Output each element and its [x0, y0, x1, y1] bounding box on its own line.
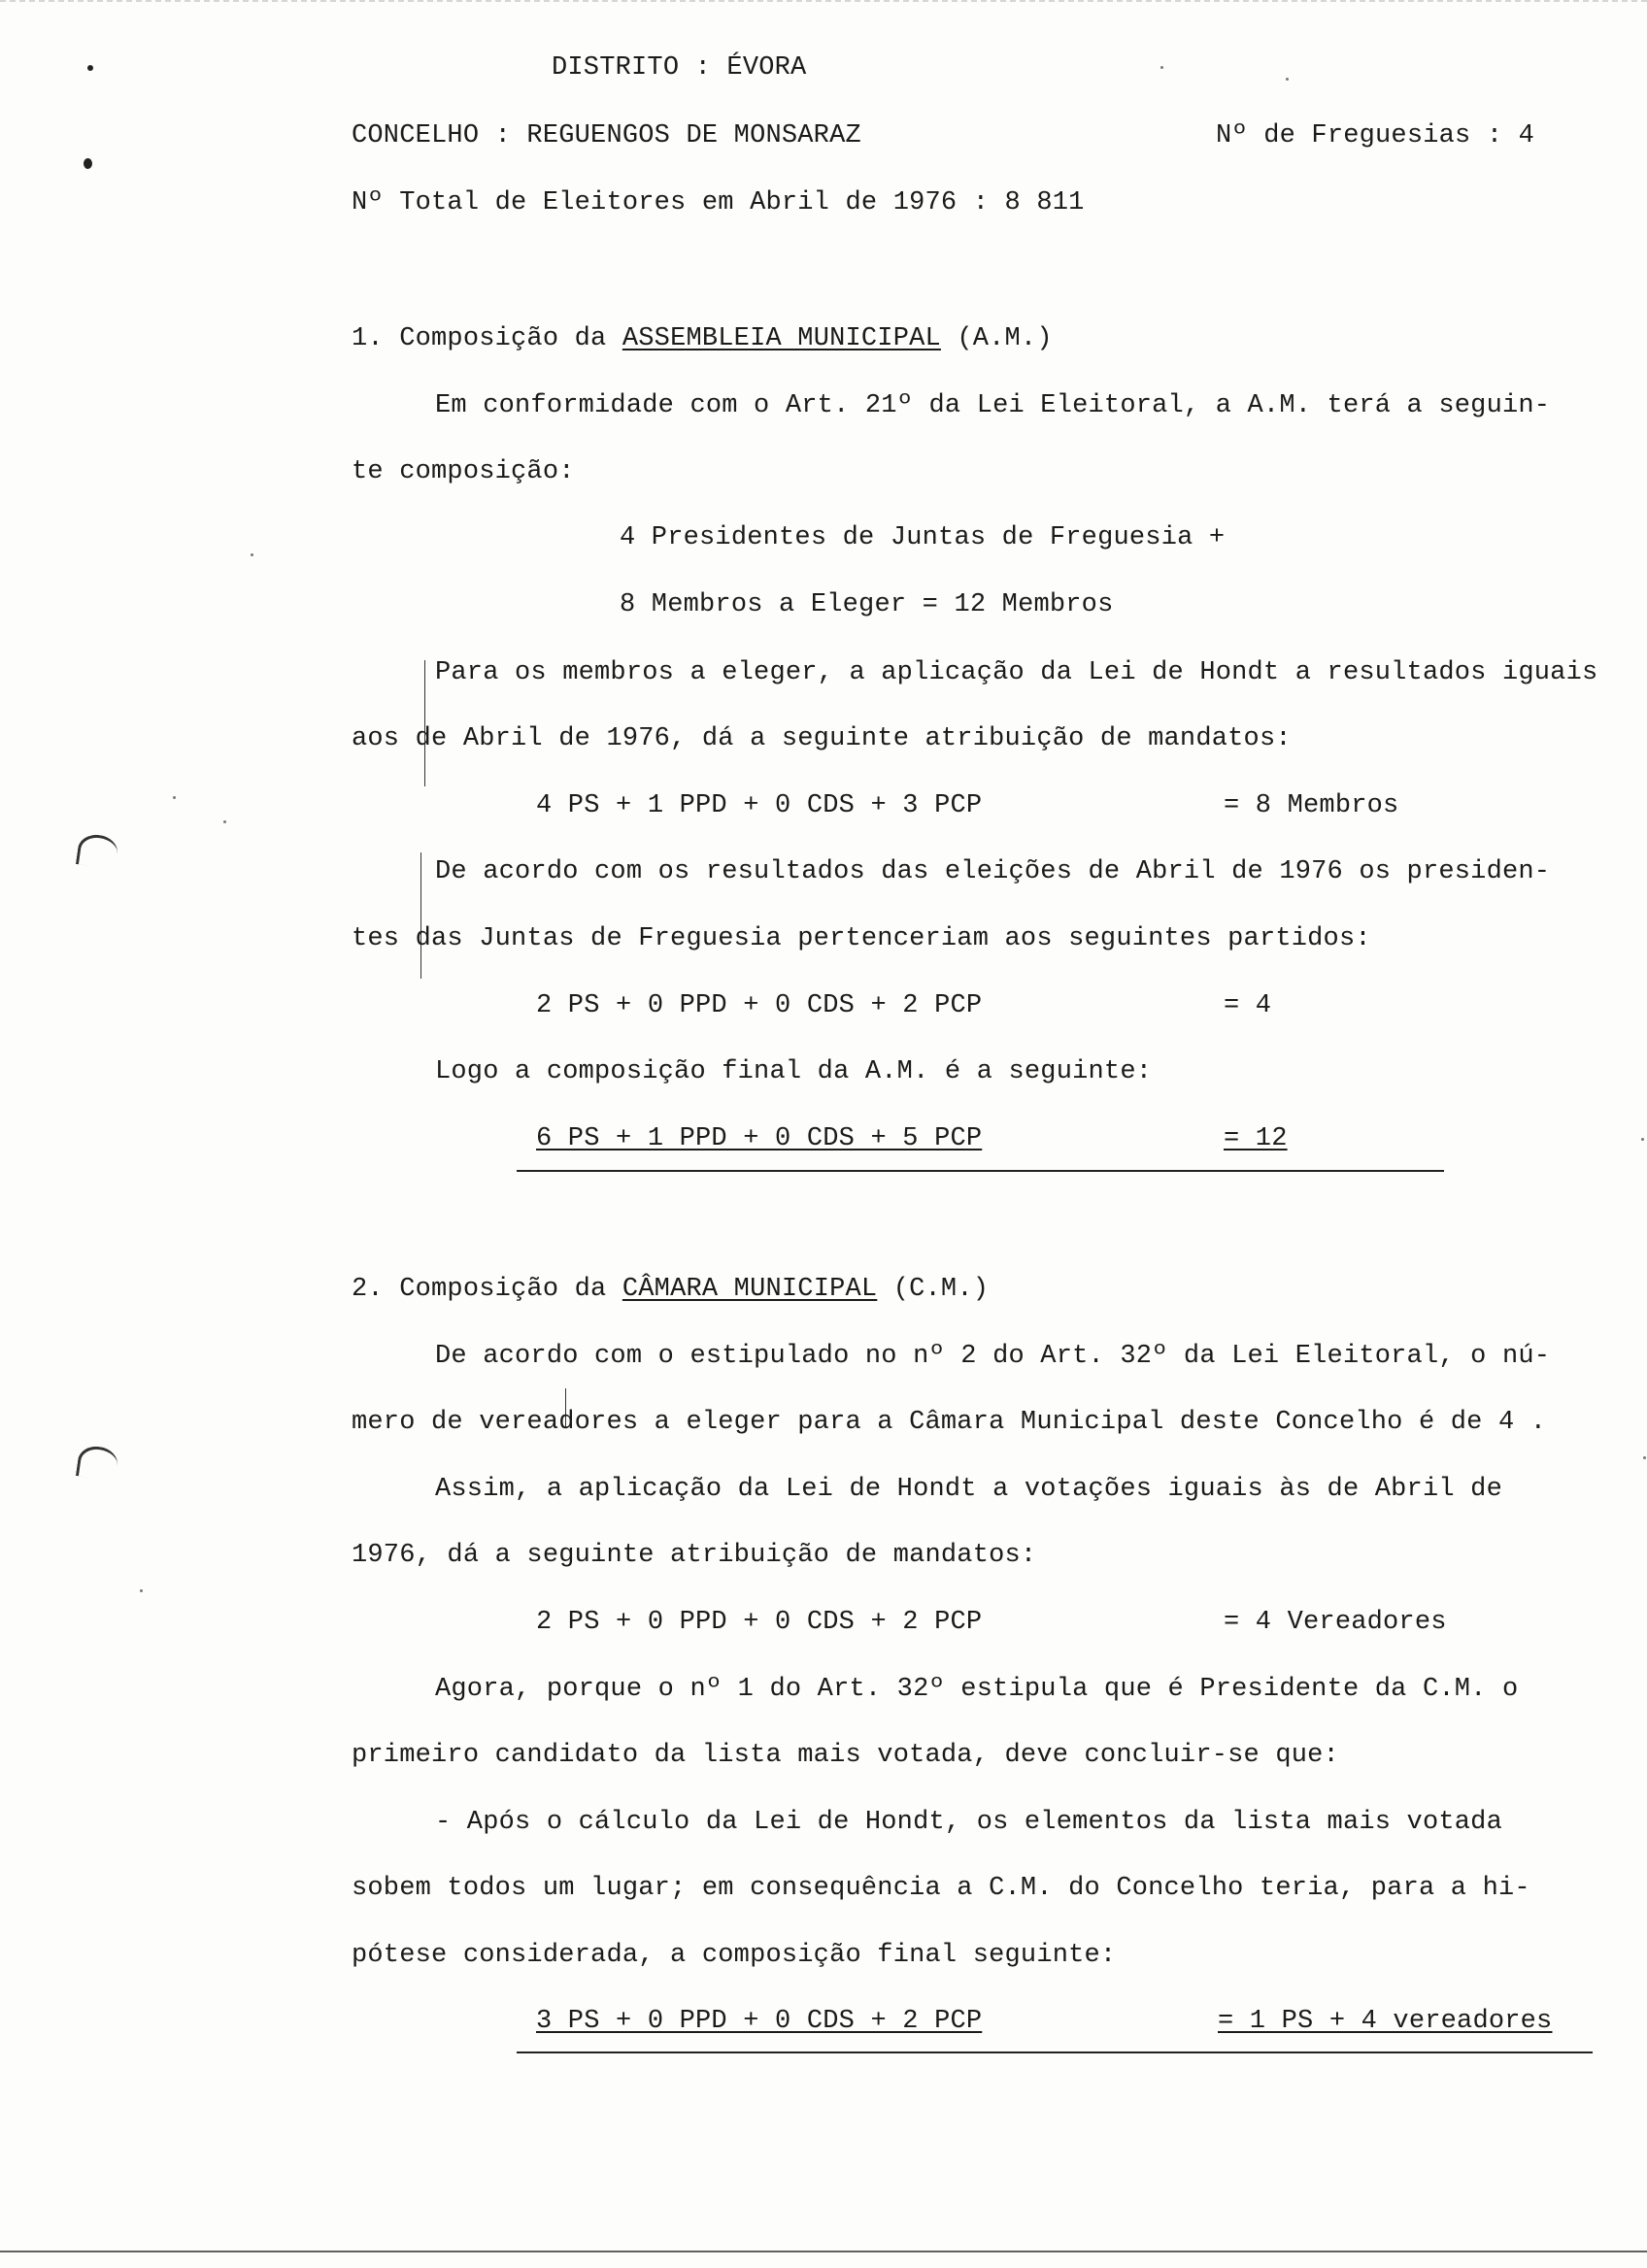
- equation-right: = 8 Membros: [1224, 791, 1399, 820]
- paragraph-line: pótese considerada, a composição final seguinte:: [352, 1941, 1117, 1970]
- municipality-line: CONCELHO : REGUENGOS DE MONSARAZ: [352, 121, 861, 150]
- section-2-title-prefix: 2. Composição da: [352, 1275, 622, 1304]
- binder-ring-mark: [76, 1444, 119, 1481]
- scan-speck: [223, 820, 226, 823]
- final-equation-right: = 12: [1224, 1124, 1288, 1153]
- section-2-title-underlined: CÂMARA MUNICIPAL: [622, 1275, 878, 1304]
- scan-speck: [173, 796, 176, 799]
- scan-speck: [1160, 66, 1163, 69]
- scan-top-edge: [0, 0, 1647, 12]
- margin-pencil-line: [420, 852, 421, 979]
- paragraph-line: primeiro candidato da lista mais votada, deve concluir-se que:: [352, 1741, 1339, 1770]
- binder-ring-mark: [76, 832, 119, 869]
- punch-mark: [87, 65, 93, 71]
- section-2-title-suffix: (C.M.): [877, 1275, 990, 1304]
- section-1-title-underlined: ASSEMBLEIA MUNICIPAL: [622, 324, 941, 353]
- equation-left: 2 PS + 0 PPD + 0 CDS + 2 PCP: [536, 991, 983, 1020]
- equation-right: = 4: [1224, 991, 1272, 1020]
- scan-speck: [1641, 1138, 1644, 1141]
- paragraph-line: Logo a composição final da A.M. é a seguinte:: [435, 1057, 1153, 1086]
- paragraph-line: De acordo com os resultados das eleições de Abril de 1976 os presiden-: [435, 857, 1551, 886]
- parishes-count: Nº de Freguesias : 4: [1216, 121, 1535, 150]
- section-1-title-suffix: (A.M.): [940, 324, 1053, 353]
- composition-line: 4 Presidentes de Juntas de Freguesia +: [620, 523, 1226, 552]
- paragraph-line: tes das Juntas de Freguesia pertenceriam aos seguintes partidos:: [352, 924, 1371, 953]
- composition-line: 8 Membros a Eleger = 12 Membros: [620, 590, 1114, 619]
- paragraph-line: 1976, dá a seguinte atribuição de mandatos:: [352, 1541, 1037, 1570]
- paragraph-line: - Após o cálculo da Lei de Hondt, os elementos da lista mais votada: [435, 1808, 1502, 1837]
- section-2-title: [352, 1273, 989, 1306]
- voters-total: Nº Total de Eleitores em Abril de 1976 : 8 811: [352, 188, 1085, 217]
- paragraph-line: Em conformidade com o Art. 21º da Lei Eleitoral, a A.M. terá a seguin-: [435, 391, 1551, 420]
- paragraph-line: sobem todos um lugar; em consequência a C.M. do Concelho teria, para a hi-: [352, 1874, 1530, 1903]
- final-equation-right: = 1 PS + 4 vereadores: [1218, 2007, 1553, 2036]
- paragraph-line: Agora, porque o nº 1 do Art. 32º estipula que é Presidente da C.M. o: [435, 1675, 1519, 1704]
- scan-speck: [140, 1589, 143, 1592]
- paragraph-line: mero de vereadores a eleger para a Câmara Municipal deste Concelho é de 4 .: [352, 1408, 1547, 1437]
- district-line: DISTRITO : ÉVORA: [552, 53, 807, 83]
- punch-mark: [84, 158, 92, 169]
- paragraph-line: aos de Abril de 1976, dá a seguinte atribuição de mandatos:: [352, 724, 1292, 753]
- equation-left: 2 PS + 0 PPD + 0 CDS + 2 PCP: [536, 1608, 983, 1637]
- equation-right: = 4 Vereadores: [1224, 1608, 1447, 1637]
- final-equation-left: 3 PS + 0 PPD + 0 CDS + 2 PCP: [536, 2007, 983, 2036]
- section-1-title-prefix: 1. Composição da: [352, 324, 622, 353]
- scan-speck: [1286, 78, 1289, 81]
- section-1-title: [352, 322, 1053, 355]
- final-equation-left: 6 PS + 1 PPD + 0 CDS + 5 PCP: [536, 1124, 983, 1153]
- scan-speck: [1643, 1456, 1646, 1459]
- equation-left: 4 PS + 1 PPD + 0 CDS + 3 PCP: [536, 791, 983, 820]
- scan-speck: [251, 553, 253, 556]
- double-underline-rule: [517, 2051, 1593, 2053]
- double-underline-rule: [517, 1170, 1444, 1172]
- paragraph-line: De acordo com o estipulado no nº 2 do Art. 32º da Lei Eleitoral, o nú-: [435, 1342, 1551, 1371]
- paragraph-line: Para os membros a eleger, a aplicação da Lei de Hondt a resultados iguais: [435, 658, 1598, 687]
- scan-bottom-edge: [0, 2251, 1647, 2252]
- paragraph-line: te composição:: [352, 457, 575, 486]
- paragraph-line: Assim, a aplicação da Lei de Hondt a votações iguais às de Abril de: [435, 1475, 1502, 1504]
